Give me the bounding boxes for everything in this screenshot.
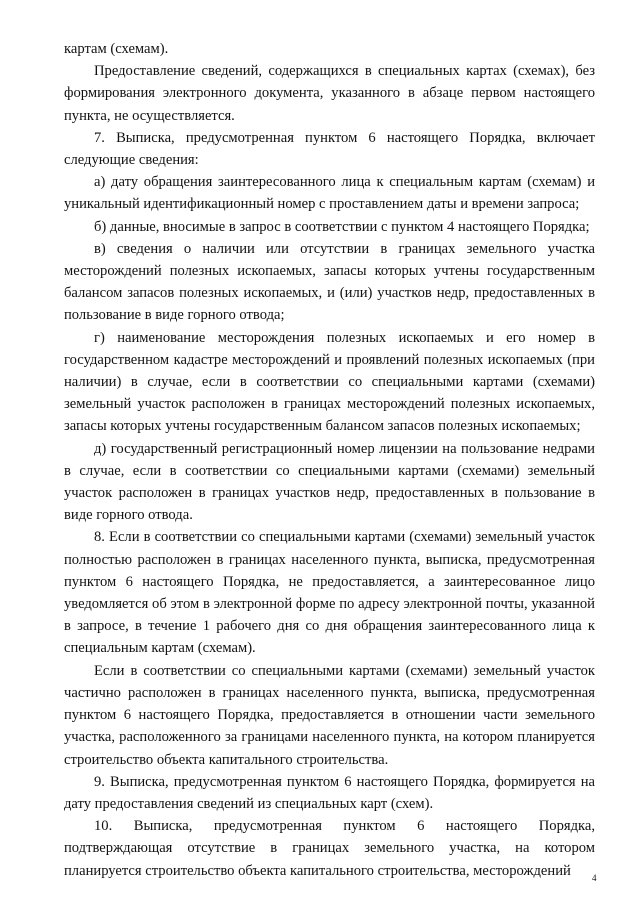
paragraph-subitem-b: б) данные, вносимые в запрос в соответствии с пунктом 4 настоящего Порядка; [94, 218, 590, 235]
paragraph-item-7: 7. Выписка, предусмотренная пунктом 6 настоящего Порядка, включает следующие сведения: [64, 129, 595, 169]
paragraph-item-10: 10. Выписка, предусмотренная пунктом 6 настоящего Порядка, подтверждающая отсутствие в границах земельного участка, на котором планируется строительство объекта капитального строительства, месторождений [64, 818, 595, 879]
paragraph: Предоставление сведений, содержащихся в специальных картах (схемах), без формирования электронного документа, указанного в абзаце первом настоящего пункта, не осуществляется. [64, 63, 595, 124]
paragraph-item-9: 9. Выписка, предусмотренная пунктом 6 настоящего Порядка, формируется на дату предоставления сведений из специальных карт (схем). [64, 773, 595, 812]
paragraph-item-8: 8. Если в соответствии со специальными картами (схемами) земельный участок полностью расположен в границах населенного пункта, выписка, предусмотренная пунктом 6 настоящего Порядка, не предоставляется, а заинтересованное лицо уведомляется об этом в электронной форме по адресу электронной почты, указанной в запросе, в течение 1 рабочего дня со дня обращения заинтересованного лица к специальным картам (схемам). [64, 529, 595, 657]
page-number: 4 [592, 873, 597, 883]
document-page [64, 38, 595, 882]
paragraph-subitem-v: в) сведения о наличии или отсутствии в границах земельного участка месторождений полезных ископаемых, запасы которых учтены государственным балансом запасов полезных ископаемых, и (или) участков недр, предоставленных в пользование в виде горного отвода; [64, 240, 595, 324]
paragraph: Если в соответствии со специальными картами (схемами) земельный участок частично расположен в границах населенного пункта, выписка, предусмотренная пунктом 6 настоящего Порядка, предоставляется в отношении части земельного участка, расположенного за границами населенного пункта, на котором планируется строительство объекта капитального строительства. [64, 662, 595, 768]
paragraph-subitem-g: г) наименование месторождения полезных ископаемых и его номер в государственном кадастре месторождений и проявлений полезных ископаемых (при наличии) в случае, если в соответствии со специальными картами (схемами) земельный участок расположен в границах месторождений полезных ископаемых, запасы которых учтены государственным балансом запасов полезных ископаемых; [64, 329, 595, 435]
paragraph-subitem-a: а) дату обращения заинтересованного лица к специальным картам (схемам) и уникальный идентификационный номер с проставлением даты и времени запроса; [64, 174, 595, 213]
paragraph-subitem-d: д) государственный регистрационный номер лицензии на пользование недрами в случае, если в соответствии со специальными картами (схемами) земельный участок расположен в границах участков недр, предоставленных в пользование в виде горного отвода. [64, 440, 595, 524]
paragraph-continuation: картам (схемам). [64, 41, 169, 57]
